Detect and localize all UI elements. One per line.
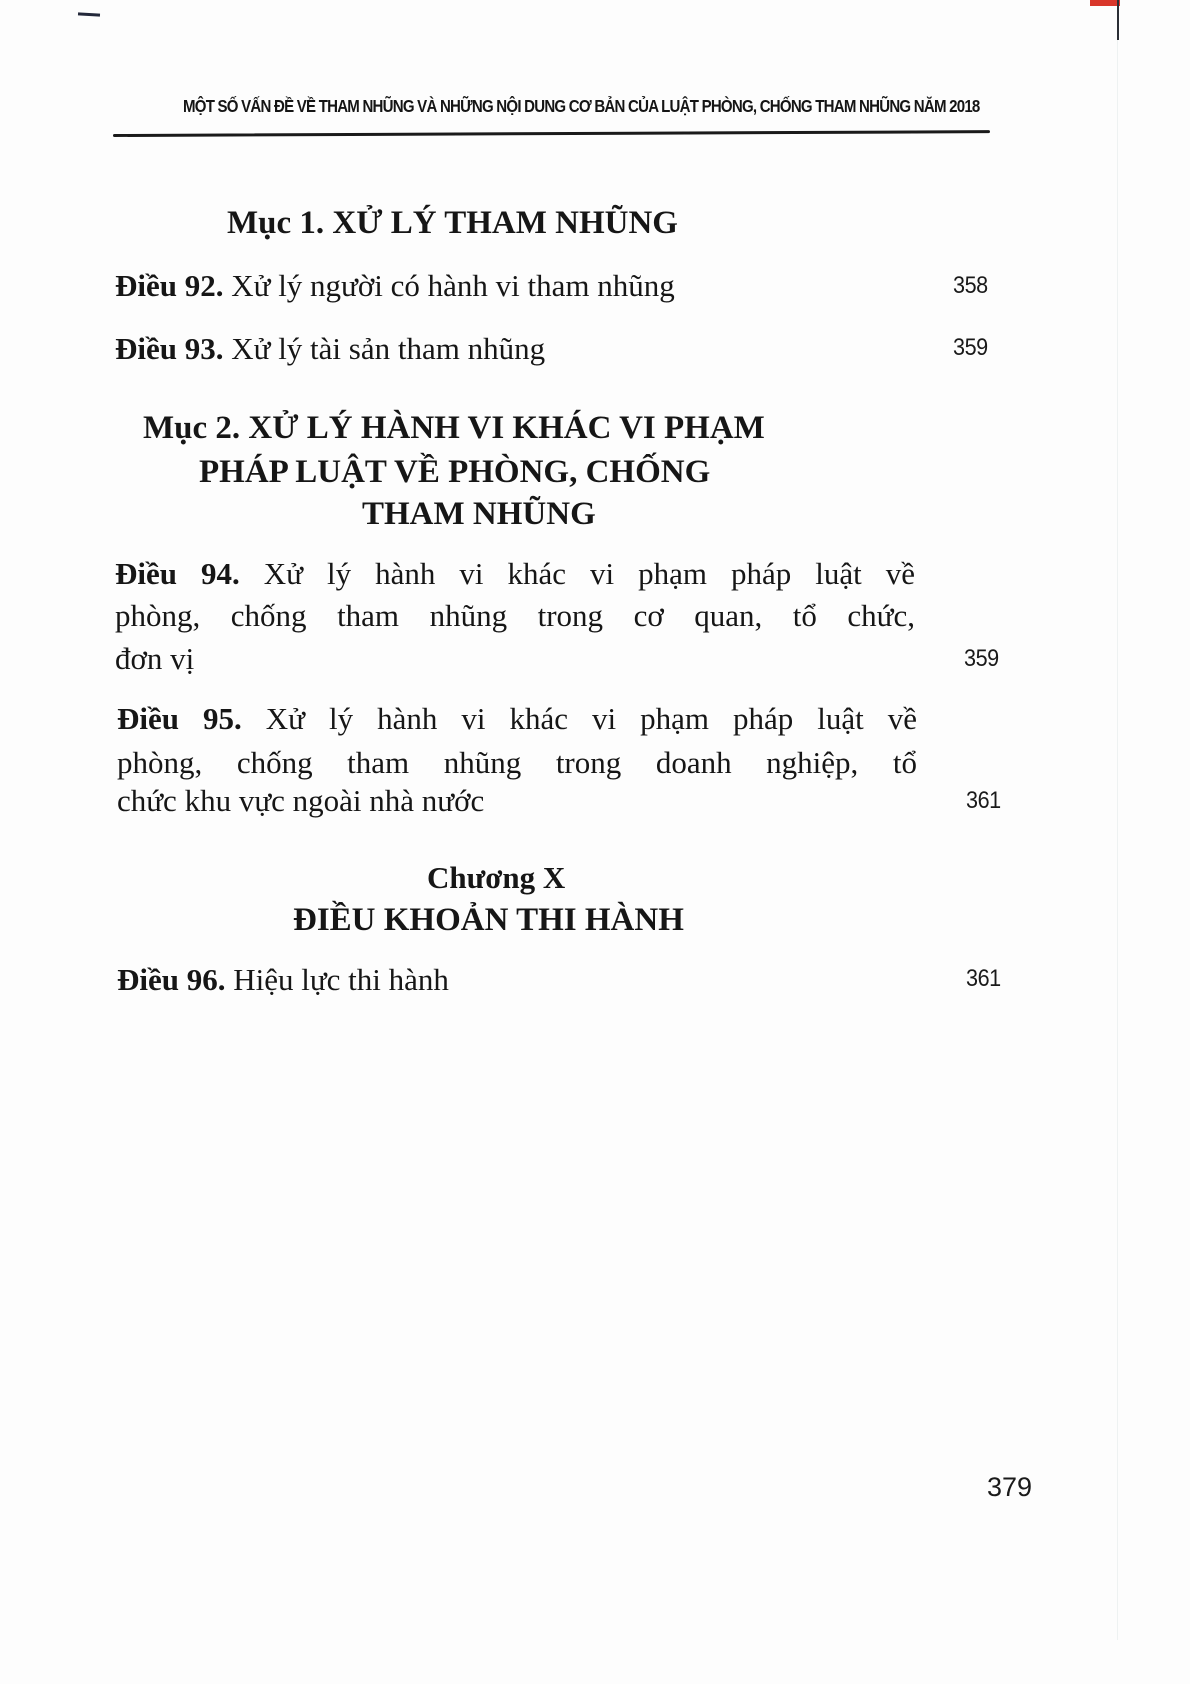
section-heading-line-1: Mục 2. XỬ LÝ HÀNH VI KHÁC VI PHẠM — [143, 410, 765, 446]
article-title: Hiệu lực thi hành — [233, 962, 449, 997]
section-heading-line-3: THAM NHŨNG — [362, 496, 596, 532]
article-label: Điều 92. — [115, 268, 224, 303]
running-header: MỘT SỐ VẤN ĐỀ VỀ THAM NHŨNG VÀ NHỮNG NỘI DUNG CƠ BẢN CỦA LUẬT PHÒNG, CHỐNG THAM NHŨNG NĂM 2018 — [183, 96, 980, 116]
cover-edge — [1090, 0, 1120, 6]
page-number: 379 — [987, 1472, 1033, 1502]
article-title-line-1: Xử lý hành vi khác vi phạm pháp luật về — [265, 701, 918, 736]
toc-page-number: 358 — [953, 272, 988, 299]
article-label: Điều 94. — [115, 556, 240, 591]
article-title: Xử lý tài sản tham nhũng — [231, 331, 546, 366]
header-rule — [113, 130, 990, 137]
section-heading-line-2: PHÁP LUẬT VỀ PHÒNG, CHỐNG — [199, 454, 711, 490]
toc-page-number: 361 — [966, 965, 1001, 992]
toc-entry[interactable] — [115, 268, 675, 304]
article-title: Xử lý người có hành vi tham nhũng — [231, 268, 675, 303]
section-heading: Mục 1. XỬ LÝ THAM NHŨNG — [227, 205, 678, 241]
article-label: Điều 96. — [117, 962, 226, 997]
toc-page-number: 359 — [964, 645, 999, 672]
toc-page-number: 361 — [966, 787, 1001, 814]
toc-page-number: 359 — [953, 334, 988, 361]
article-label: Điều 95. — [117, 701, 242, 736]
chapter-title: ĐIỀU KHOẢN THI HÀNH — [293, 902, 684, 938]
article-title-line-2: phòng, chống tham nhũng trong doanh nghiệp, tổ — [117, 745, 917, 780]
article-title-line-3: chức khu vực ngoài nhà nước — [117, 783, 485, 818]
page-edge — [1117, 0, 1119, 40]
article-title-line-1: Xử lý hành vi khác vi phạm pháp luật về — [263, 556, 916, 591]
article-title-line-2: phòng, chống tham nhũng trong cơ quan, tổ chức, — [115, 598, 915, 633]
scan-mark — [78, 12, 100, 16]
chapter-number: Chương X — [427, 860, 566, 895]
page-edge-line — [1117, 40, 1118, 1640]
toc-entry[interactable] — [117, 962, 449, 998]
article-label: Điều 93. — [115, 331, 224, 366]
toc-entry[interactable] — [115, 331, 545, 367]
article-title-line-3: đơn vị — [115, 641, 195, 676]
